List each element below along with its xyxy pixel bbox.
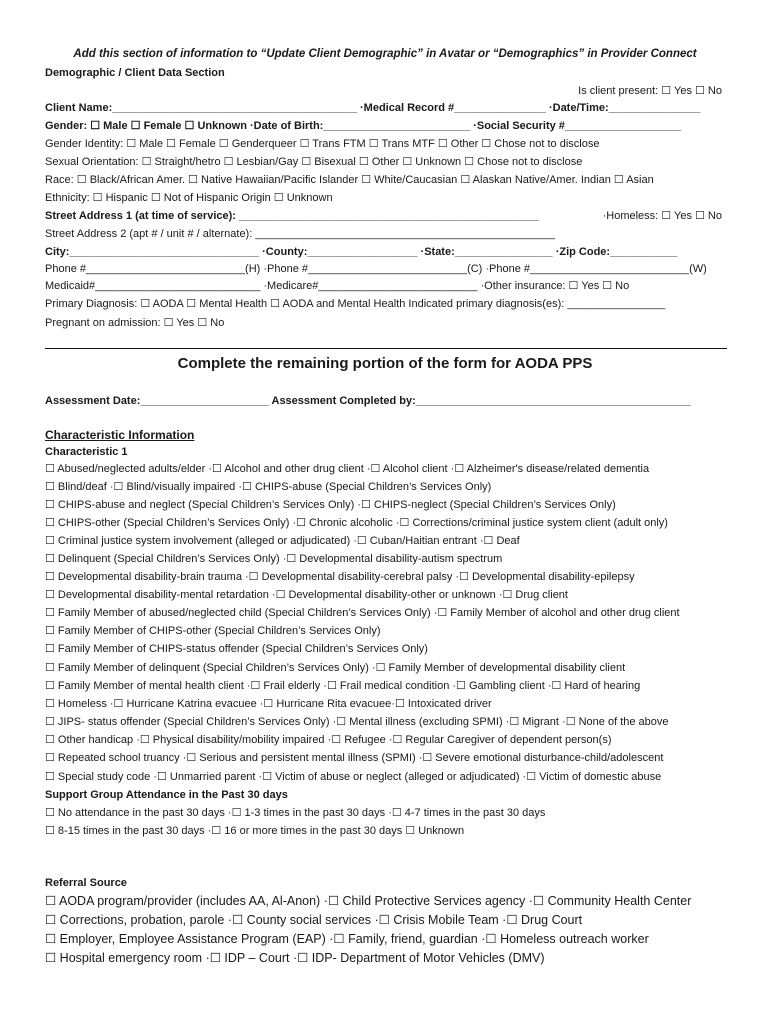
referral-line[interactable]: ☐ Employer, Employee Assistance Program (EAP) ·☐ Family, friend, guardian ·☐ Homeless outreach worker [45,932,649,946]
characteristic-line[interactable]: ☐ Family Member of mental health client ·☐ Frail elderly ·☐ Frail medical condition ·☐ Gambling client ·☐ Hard of hearing [45,680,641,692]
phone-line[interactable]: Phone #__________________________(H) ·Phone #__________________________(C) ·Phone #__________________________(W) [45,263,707,275]
characteristic-line[interactable]: ☐ Family Member of delinquent (Special Children’s Services Only) ·☐ Family Member of developmental disability client [45,662,626,674]
assessment-line[interactable]: Assessment Date:_____________________ Assessment Completed by:_____________________________________________ [45,395,692,407]
client-name-line[interactable]: Client Name:________________________________________ ·Medical Record #_______________ ·Date/Time:_______________ [45,102,701,114]
pregnant-line[interactable]: Pregnant on admission: ☐ Yes ☐ No [45,317,225,329]
referral-heading: Referral Source [45,877,127,889]
ethnicity-line[interactable]: Ethnicity: ☐ Hispanic ☐ Not of Hispanic Origin ☐ Unknown [45,192,333,204]
client-present-field[interactable]: Is client present: ☐ Yes ☐ No [578,85,722,97]
support-heading: Support Group Attendance in the Past 30 days [45,789,288,801]
characteristic-line[interactable]: ☐ Developmental disability-mental retardation ·☐ Developmental disability-other or unknown ·☐ Drug client [45,589,568,601]
characteristic-line[interactable]: ☐ Developmental disability-brain trauma ·☐ Developmental disability-cerebral palsy ·☐ Developmental disability-epilepsy [45,571,635,583]
characteristic-line[interactable]: ☐ Special study code ·☐ Unmarried parent ·☐ Victim of abuse or neglect (alleged or adjudicated) ·☐ Victim of domestic abuse [45,771,662,783]
characteristic-subheading: Characteristic 1 [45,446,128,458]
sexual-orientation-line[interactable]: Sexual Orientation: ☐ Straight/hetro ☐ Lesbian/Gay ☐ Bisexual ☐ Other ☐ Unknown ☐ Chose not to disclose [45,156,583,168]
characteristic-heading: Characteristic Information [45,428,195,442]
characteristic-line[interactable]: ☐ CHIPS-abuse and neglect (Special Children’s Services Only) ·☐ CHIPS-neglect (Special Children’s Services Only) [45,499,616,511]
gender-line[interactable]: Gender: ☐ Male ☐ Female ☐ Unknown ·Date of Birth:________________________ ·Social Security #___________________ [45,120,682,132]
characteristic-line[interactable]: ☐ Repeated school truancy ·☐ Serious and persistent mental illness (SPMI) ·☐ Severe emotional disturbance-child/adolescent [45,752,664,764]
characteristic-line[interactable]: ☐ Blind/deaf ·☐ Blind/visually impaired ·☐ CHIPS-abuse (Special Children’s Services Only) [45,481,492,493]
gender-identity-line[interactable]: Gender Identity: ☐ Male ☐ Female ☐ Genderqueer ☐ Trans FTM ☐ Trans MTF ☐ Other ☐ Chose not to disclose [45,138,600,150]
homeless-field[interactable]: ·Homeless: ☐ Yes ☐ No [602,210,722,222]
instruction-title: Add this section of information to “Update Client Demographic” in Avatar or “Demographics” in Provider Connect [73,48,697,60]
characteristic-line[interactable]: ☐ Abused/neglected adults/elder ·☐ Alcohol and other drug client ·☐ Alcohol client ·☐ Alzheimer's disease/related dementia [45,463,650,475]
characteristic-line[interactable]: ☐ Delinquent (Special Children’s Services Only) ·☐ Developmental disability-autism spectrum [45,553,503,565]
characteristic-line[interactable]: ☐ Family Member of abused/neglected child (Special Children’s Services Only) ·☐ Family Member of alcohol and other drug client [45,607,680,619]
support-line[interactable]: ☐ No attendance in the past 30 days ·☐ 1-3 times in the past 30 days ·☐ 4-7 times in the past 30 days [45,807,546,819]
referral-line[interactable]: ☐ Hospital emergency room ·☐ IDP – Court ·☐ IDP- Department of Motor Vehicles (DMV) [45,951,545,965]
street-address-2-line[interactable]: Street Address 2 (apt # / unit # / alternate): _________________________________________________ [45,228,556,240]
characteristic-line[interactable]: ☐ JIPS- status offender (Special Children’s Services Only) ·☐ Mental illness (excluding SPMI) ·☐ Migrant ·☐ None of the above [45,716,669,728]
primary-diagnosis-line[interactable]: Primary Diagnosis: ☐ AODA ☐ Mental Health ☐ AODA and Mental Health Indicated primary diagnosis(es): ________________ [45,298,666,310]
characteristic-line[interactable]: ☐ Other handicap ·☐ Physical disability/mobility impaired ·☐ Refugee ·☐ Regular Caregiver of dependent person(s) [45,734,612,746]
referral-line[interactable]: ☐ AODA program/provider (includes AA, Al-Anon) ·☐ Child Protective Services agency ·☐ Community Health Center [45,894,692,908]
insurance-line[interactable]: Medicaid#___________________________ ·Medicare#__________________________ ·Other insurance: ☐ Yes ☐ No [45,280,630,292]
characteristic-line[interactable]: ☐ Family Member of CHIPS-other (Special Children’s Services Only) [45,625,381,637]
city-line[interactable]: City:_______________________________ ·County:__________________ ·State:________________ ·Zip Code:___________ [45,246,678,258]
characteristic-line[interactable]: ☐ CHIPS-other (Special Children’s Services Only) ·☐ Chronic alcoholic ·☐ Corrections/criminal justice system client (adult only) [45,517,668,529]
section-divider [45,348,727,349]
section-label: Demographic / Client Data Section [45,67,225,79]
race-line[interactable]: Race: ☐ Black/African Amer. ☐ Native Hawaiian/Pacific Islander ☐ White/Caucasian ☐ Alaskan Native/Amer. Indian ☐ Asian [45,174,654,186]
support-line[interactable]: ☐ 8-15 times in the past 30 days ·☐ 16 or more times in the past 30 days ☐ Unknown [45,825,465,837]
characteristic-line[interactable]: ☐ Criminal justice system involvement (alleged or adjudicated) ·☐ Cuban/Haitian entrant ·☐ Deaf [45,535,520,547]
characteristic-line[interactable]: ☐ Family Member of CHIPS-status offender (Special Children’s Services Only) [45,643,428,655]
street-address-1-line[interactable]: Street Address 1 (at time of service): _________________________________________________ [45,210,539,222]
referral-line[interactable]: ☐ Corrections, probation, parole ·☐ County social services ·☐ Crisis Mobile Team ·☐ Drug Court [45,913,583,927]
aoda-title: Complete the remaining portion of the form for AODA PPS [177,355,593,372]
characteristic-line[interactable]: ☐ Homeless ·☐ Hurricane Katrina evacuee ·☐ Hurricane Rita evacuee·☐ Intoxicated driver [45,698,492,710]
